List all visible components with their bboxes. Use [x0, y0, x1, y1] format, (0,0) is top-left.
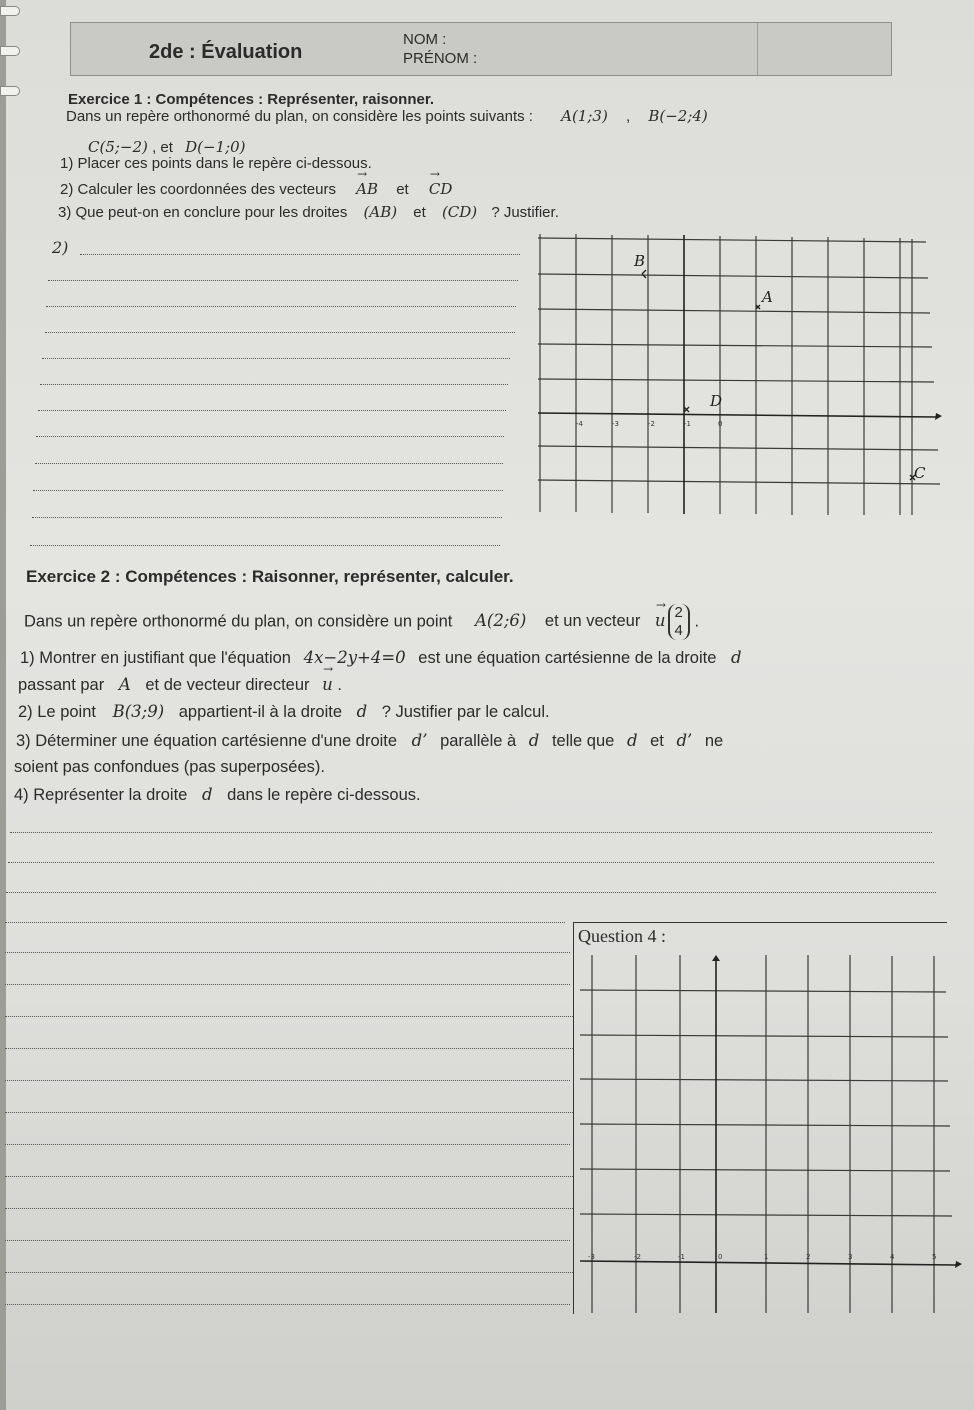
- vector-ab: → AB: [356, 180, 378, 198]
- ex1-point-c: C(5;−2): [88, 138, 148, 156]
- ex1-point-b: B(−2;4): [648, 107, 708, 125]
- ex2-q3a: 3) Déterminer une équation cartésienne d'une droite: [16, 732, 398, 750]
- answer-line: [46, 306, 516, 307]
- grid1-tick-label: -4: [576, 420, 583, 428]
- answer-line: [5, 1240, 570, 1241]
- ex1-q3-text: 3) Que peut-on en conclure pour les droites: [58, 204, 348, 221]
- grid1-tick-label: 0: [718, 420, 723, 428]
- ex2-q3-line1: [16, 731, 723, 751]
- grid2-tick-label: -2: [634, 1253, 641, 1261]
- answer-line: [5, 1144, 570, 1145]
- ex1-q3: [58, 203, 559, 221]
- handwritten-answer-label: 2): [52, 238, 69, 257]
- ex2-q1b: est une équation cartésienne de la droite: [418, 649, 717, 667]
- answer-line: [80, 254, 520, 255]
- grid2-tick-label: 1: [764, 1253, 769, 1261]
- answer-line: [5, 1048, 573, 1049]
- ex2-q1d: et de vecteur directeur: [145, 676, 310, 694]
- binder-ring: [0, 86, 20, 96]
- nom-label: NOM :: [403, 31, 447, 48]
- answer-line: [36, 436, 504, 437]
- ex2-title: Exercice 2 : Compétences : Raisonner, représenter, calculer.: [26, 567, 514, 586]
- binder-ring: [0, 46, 20, 56]
- vector-u-x: 2: [674, 604, 683, 621]
- ex1-q2-text: 2) Calculer les coordonnées des vecteurs: [60, 181, 336, 198]
- ex1-q2-et: et: [396, 181, 409, 198]
- answer-line: [5, 1112, 573, 1113]
- ex2-d: d: [731, 648, 742, 667]
- vector-cd: → CD: [429, 180, 453, 198]
- vector-u: → u: [655, 611, 666, 630]
- grid2-tick-label: -3: [588, 1253, 595, 1261]
- prenom-label: PRÉNOM :: [403, 50, 478, 67]
- ex2-q1-line2: passant par A et de vecteur directeur → u .: [18, 675, 342, 695]
- ex2-q2c: ? Justifier par le calcul.: [381, 703, 550, 721]
- ex2-q3b: parallèle à: [440, 732, 517, 750]
- vector-u-components: [668, 604, 690, 640]
- ex1-intro: Dans un repère orthonormé du plan, on considère les points suivants : A(1;3) , B(−2;4): [66, 107, 708, 125]
- ex2-q4b: dans le repère ci-dessous.: [227, 786, 421, 804]
- ex2-q1-point-a: A: [118, 675, 131, 694]
- ex2-intro-text: Dans un repère orthonormé du plan, on considère un point: [24, 612, 453, 631]
- line-cd: (CD): [441, 203, 478, 221]
- grid2-tick-label: 0: [718, 1253, 723, 1261]
- ex2-q2: [18, 702, 550, 722]
- ex2-point-b: B(3;9): [112, 702, 165, 721]
- answer-line: [6, 892, 936, 893]
- ex2-q3-d2: d: [626, 731, 638, 750]
- ex2-intro: Dans un repère orthonormé du plan, on considère un point A(2;6) et un vecteur → u 2 4 .: [24, 604, 699, 640]
- answer-line: [5, 1272, 573, 1273]
- ex2-q2b: appartient-il à la droite: [178, 703, 342, 721]
- hand-label-d: D: [710, 392, 723, 410]
- ex2-q4: [14, 785, 421, 805]
- ex2-q3c: telle que: [551, 732, 615, 750]
- grid2-tick-label: 5: [932, 1253, 937, 1261]
- ex1-q3-et: et: [413, 204, 426, 221]
- ex2-q1a: 1) Montrer en justifiant que l'équation: [20, 649, 291, 667]
- vector-u-y: 4: [674, 622, 683, 639]
- grid2-tick-label: 4: [890, 1253, 895, 1261]
- line-ab: (AB): [363, 203, 398, 221]
- ex2-q2-d: d: [356, 702, 368, 721]
- answer-line: [5, 952, 570, 953]
- page-title: 2de : Évaluation: [149, 41, 303, 63]
- ex2-q4a: 4) Représenter la droite: [14, 786, 188, 804]
- ex2-equation: 4x−2y+4=0: [303, 648, 406, 667]
- ex1-point-a: A(1;3): [561, 107, 608, 125]
- header-divider: [757, 23, 758, 75]
- ex2-q3-dprime: d’: [676, 731, 693, 750]
- answer-line: [48, 280, 518, 281]
- question4-label: Question 4 :: [578, 926, 666, 946]
- answer-line: [5, 984, 570, 985]
- ex2-q3-line2: soient pas confondues (pas superposées).: [14, 758, 325, 776]
- answer-line: [40, 384, 508, 385]
- ex1-q3-end: ? Justifier.: [491, 204, 559, 221]
- ex2-vec-text: et un vecteur: [544, 612, 641, 631]
- ex1-title: Exercice 1 : Compétences : Représenter, raisonner.: [68, 91, 434, 108]
- answer-line: [5, 1080, 570, 1081]
- answer-line: [10, 832, 932, 833]
- answer-line: [35, 463, 503, 464]
- plotted-point-b: [642, 270, 646, 278]
- answer-line: [5, 1304, 570, 1305]
- ex2-q1-line1: [20, 648, 742, 668]
- ex2-q1c: passant par: [18, 676, 105, 694]
- ex1-q2: [60, 180, 452, 198]
- grid2-tick-label: -1: [678, 1253, 685, 1261]
- ex2-dprime: d’: [411, 731, 428, 750]
- ex2-point-a: A(2;6): [474, 611, 527, 631]
- ex2-q4-d: d: [201, 785, 213, 804]
- grid2-tick-label: 3: [848, 1253, 853, 1261]
- ex2-q3e: ne: [704, 732, 724, 750]
- grid1-tick-label: -3: [612, 420, 619, 428]
- ex2-q2a: 2) Le point: [18, 703, 96, 721]
- answer-line: [30, 545, 500, 546]
- hand-label-b: B: [634, 252, 646, 270]
- answer-line: [38, 410, 506, 411]
- ex2-q3-d: d: [528, 731, 540, 750]
- ex1-point-d: D(−1;0): [185, 138, 246, 156]
- grid1-tick-label: -1: [684, 420, 691, 428]
- answer-line: [42, 358, 510, 359]
- answer-line: [5, 922, 565, 923]
- hand-label-c: C: [914, 464, 926, 482]
- ex2-q3d: et: [650, 732, 664, 750]
- grid2-tick-label: 2: [806, 1253, 811, 1261]
- ex1-q1: 1) Placer ces points dans le repère ci-dessous.: [60, 155, 372, 172]
- answer-line: [33, 490, 503, 491]
- answer-line: [8, 862, 934, 863]
- answer-line: [5, 1016, 573, 1017]
- vector-u-ref: → u: [322, 675, 333, 694]
- grid1-tick-label: -2: [648, 420, 655, 428]
- header-box: [70, 22, 892, 76]
- answer-line: [5, 1208, 573, 1209]
- coordinate-grid-2: [580, 955, 962, 1315]
- coordinate-grid-1: [538, 234, 942, 516]
- answer-line: [32, 517, 502, 518]
- hand-label-a: A: [762, 288, 773, 306]
- ex1-points-line2: [88, 138, 246, 156]
- answer-line: [5, 1176, 573, 1177]
- ex1-and: , et: [152, 139, 173, 156]
- binder-ring: [0, 6, 20, 16]
- answer-line: [45, 332, 515, 333]
- ex1-intro-text: Dans un repère orthonormé du plan, on considère les points suivants :: [66, 108, 533, 125]
